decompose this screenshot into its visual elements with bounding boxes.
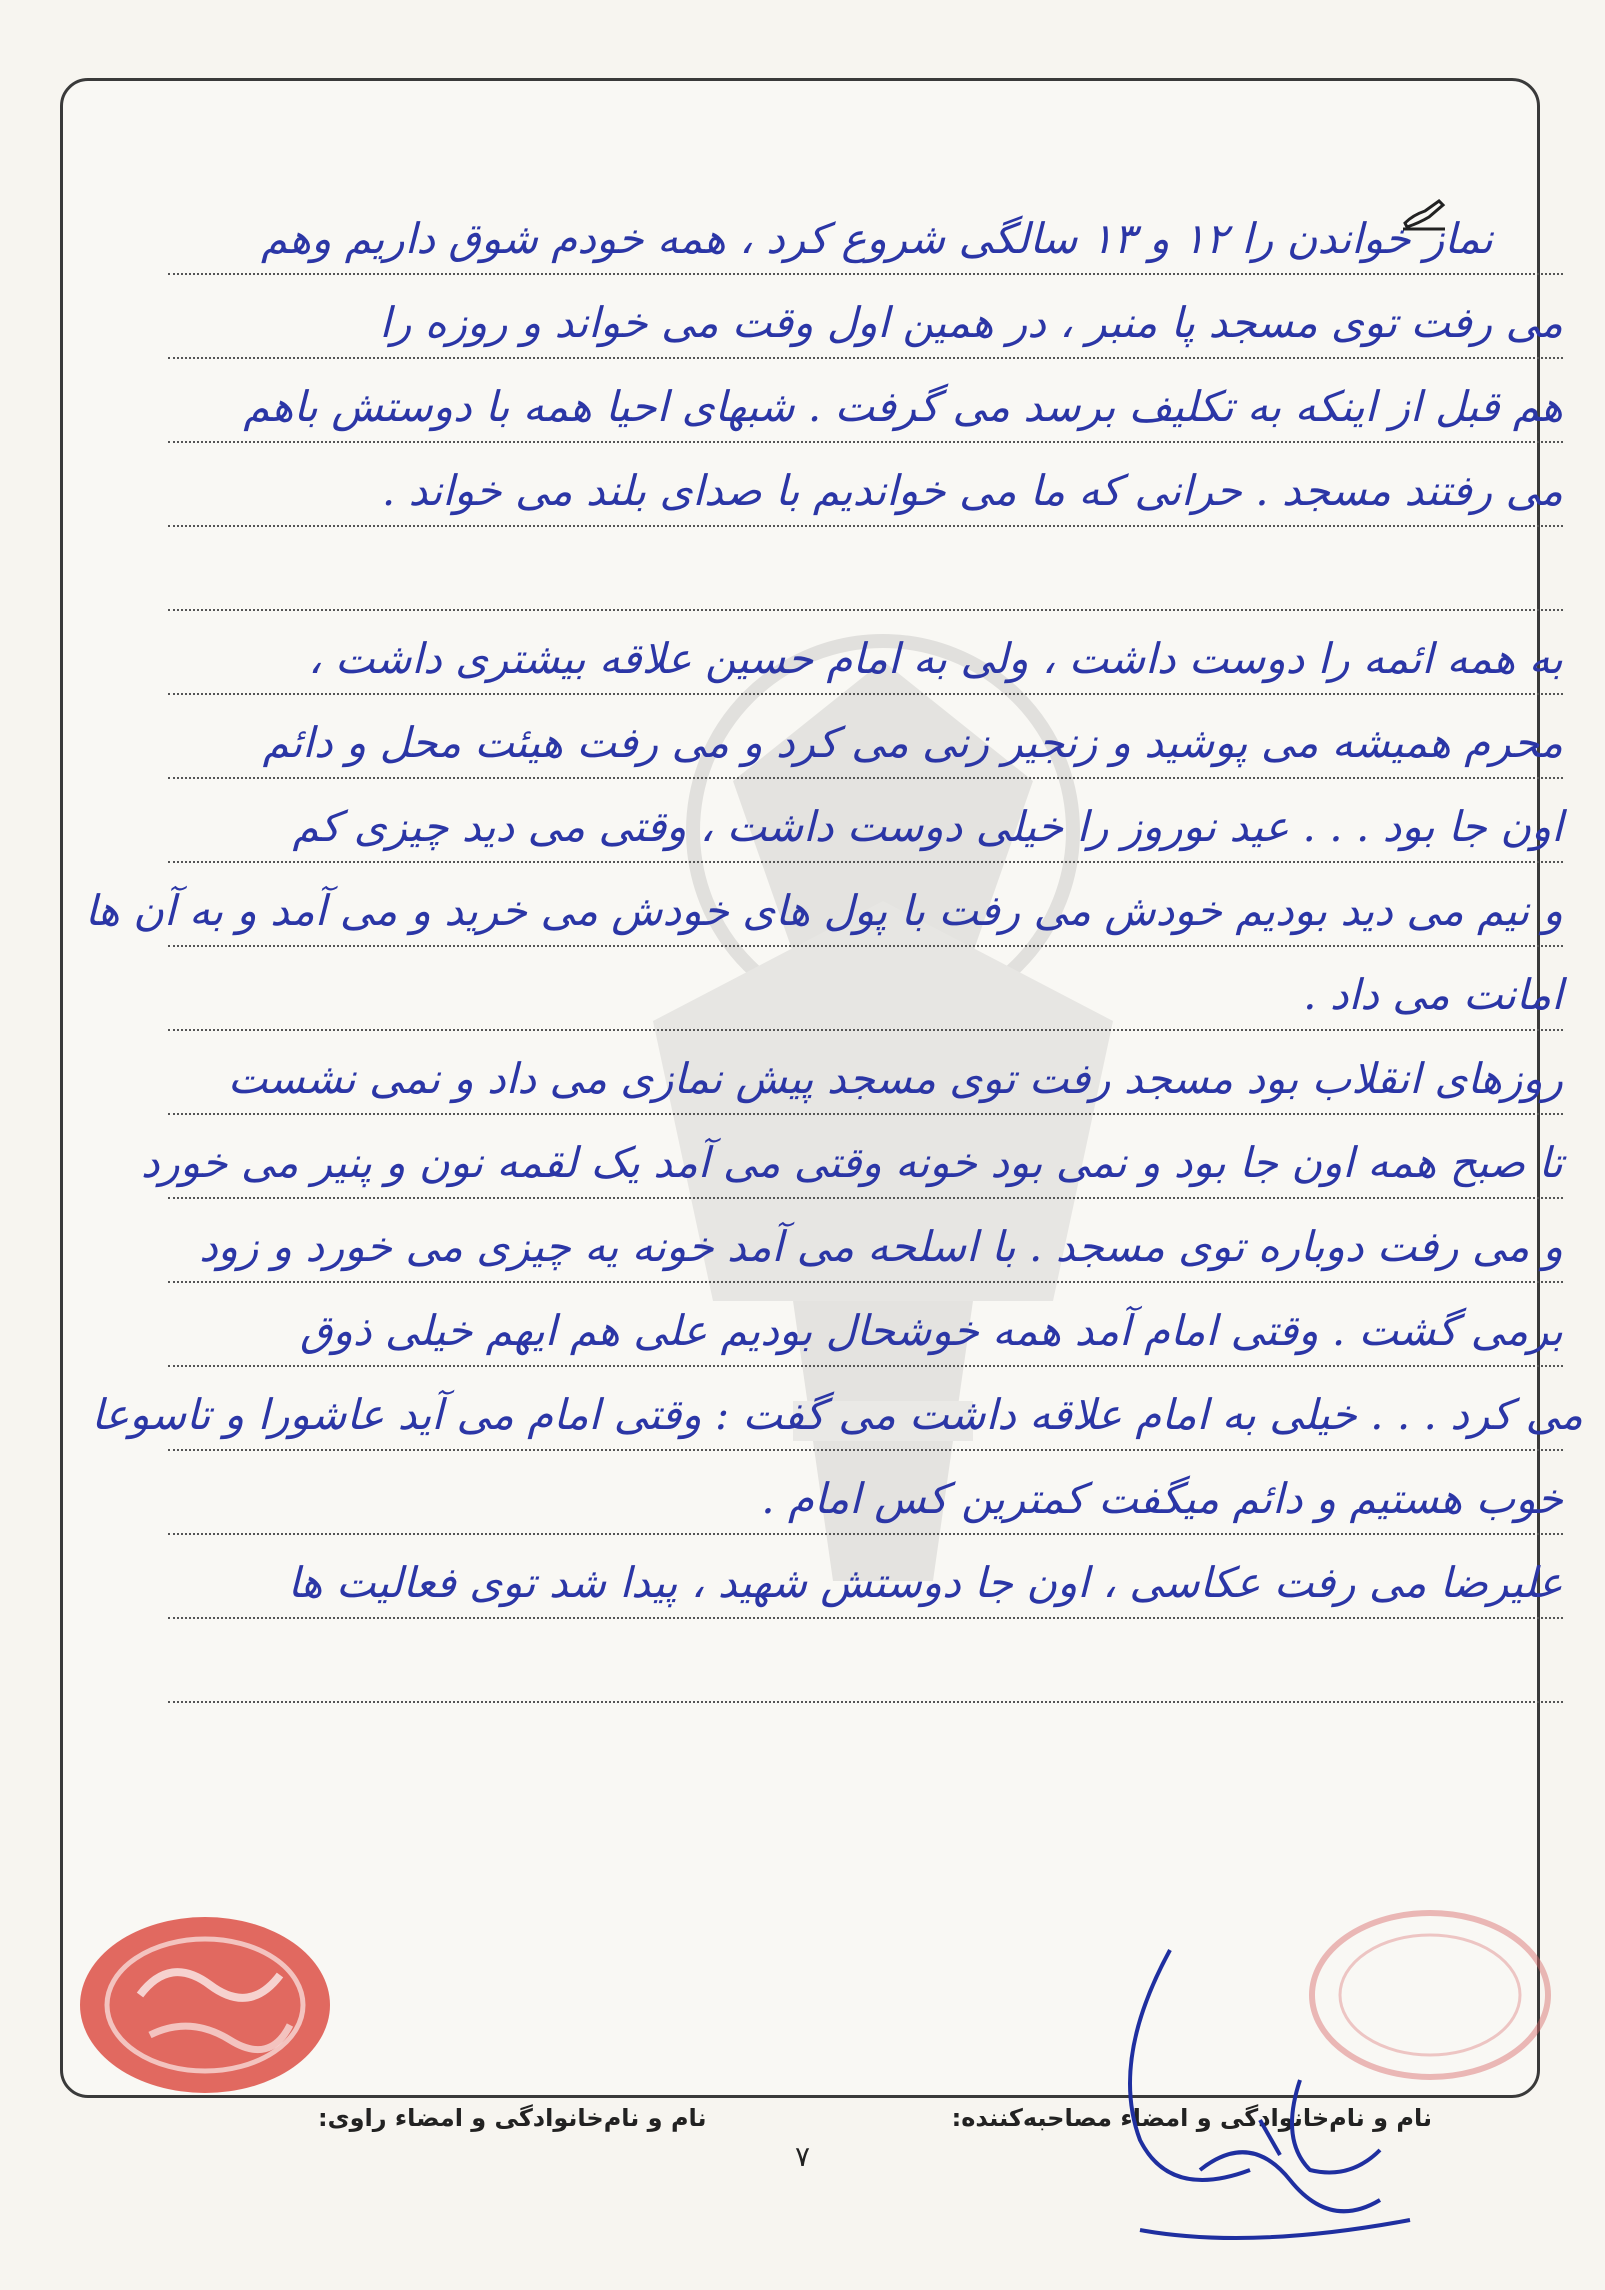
text-line — [140, 1115, 1563, 1199]
form-frame — [60, 78, 1583, 2132]
narrator-signature-label: نام و نام‌خانوادگی و امضاء راوی: — [318, 2104, 707, 2132]
handwriting: هم قبل از اینکه به تکلیف برسد می گرفت . شبهای احیا همه با دوستش باهم — [243, 382, 1563, 431]
handwriting: امانت می داد . — [1303, 970, 1563, 1019]
text-line — [168, 947, 1563, 1031]
handwriting: خوب هستیم و دائم میگفت کمترین کس امام . — [761, 1474, 1563, 1523]
text-line — [168, 1535, 1563, 1619]
page-number: ۷ — [794, 2140, 811, 2173]
text-line — [168, 1031, 1563, 1115]
text-line — [168, 443, 1563, 527]
text-line — [168, 1199, 1563, 1283]
text-line — [168, 695, 1563, 779]
handwriting: محرم همیشه می پوشید و زنجیر زنی می کرد و می رفت هیئت محل و دائم — [262, 718, 1563, 767]
text-line — [168, 1451, 1563, 1535]
text-line — [168, 359, 1563, 443]
interviewer-signature-label: نام و نام‌خانوادگی و امضاء مصاحبه‌کننده: — [951, 2104, 1432, 2132]
text-line — [168, 779, 1563, 863]
handwriting: روزهای انقلاب بود مسجد رفت توی مسجد پیش نمازی می داد و نمی نشست — [227, 1054, 1563, 1103]
handwriting: به همه ائمه را دوست داشت ، ولی به امام حسین علاقه بیشتری داشت ، — [308, 634, 1563, 683]
text-line — [91, 1367, 1583, 1451]
text-line — [168, 275, 1563, 359]
handwriting: اون جا بود . . . عید نوروز را خیلی دوست داشت ، وقتی می دید چیزی کم — [292, 802, 1563, 851]
handwriting: نماز خواندن را ۱۲ و ۱۳ سالگی شروع کرد ، همه خودم شوق داریم وهم — [261, 214, 1493, 263]
text-line — [168, 527, 1563, 611]
text-line — [168, 191, 1563, 275]
signature — [1050, 1940, 1430, 2270]
handwriting: علیرضا می رفت عکاسی ، اون جا دوستش شهید ، پیدا شد توی فعالیت ها — [287, 1558, 1563, 1607]
handwriting: و می رفت دوباره توی مسجد . با اسلحه می آمد خونه یه چیزی می خورد و زود — [199, 1222, 1563, 1271]
handwritten-lines — [84, 191, 1583, 1703]
handwriting: برمی گشت . وقتی امام آمد همه خوشحال بودیم علی هم ایهم خیلی ذوق — [299, 1306, 1563, 1355]
handwriting: می رفتند مسجد . حرانی که ما می خواندیم با صدای بلند می خواند . — [381, 466, 1563, 515]
handwriting: تا صبح همه اون جا بود و نمی بود خونه وقتی می آمد یک لقمه نون و پنیر می خورد — [140, 1138, 1563, 1187]
handwriting: و نیم می دید بودیم خودش می رفت با پول های خودش می خرید و می آمد و به آن ها — [84, 886, 1563, 935]
text-line — [168, 1283, 1563, 1367]
handwriting: می کرد . . . خیلی به امام علاقه داشت می گفت : وقتی امام می آید عاشورا و تاسوعا — [91, 1390, 1583, 1439]
text-line — [168, 611, 1563, 695]
text-line — [168, 1619, 1563, 1703]
red-stamp — [70, 1905, 340, 2105]
text-line — [84, 863, 1563, 947]
handwriting: می رفت توی مسجد پا منبر ، در همین اول وقت می خواند و روزه را — [379, 298, 1563, 347]
